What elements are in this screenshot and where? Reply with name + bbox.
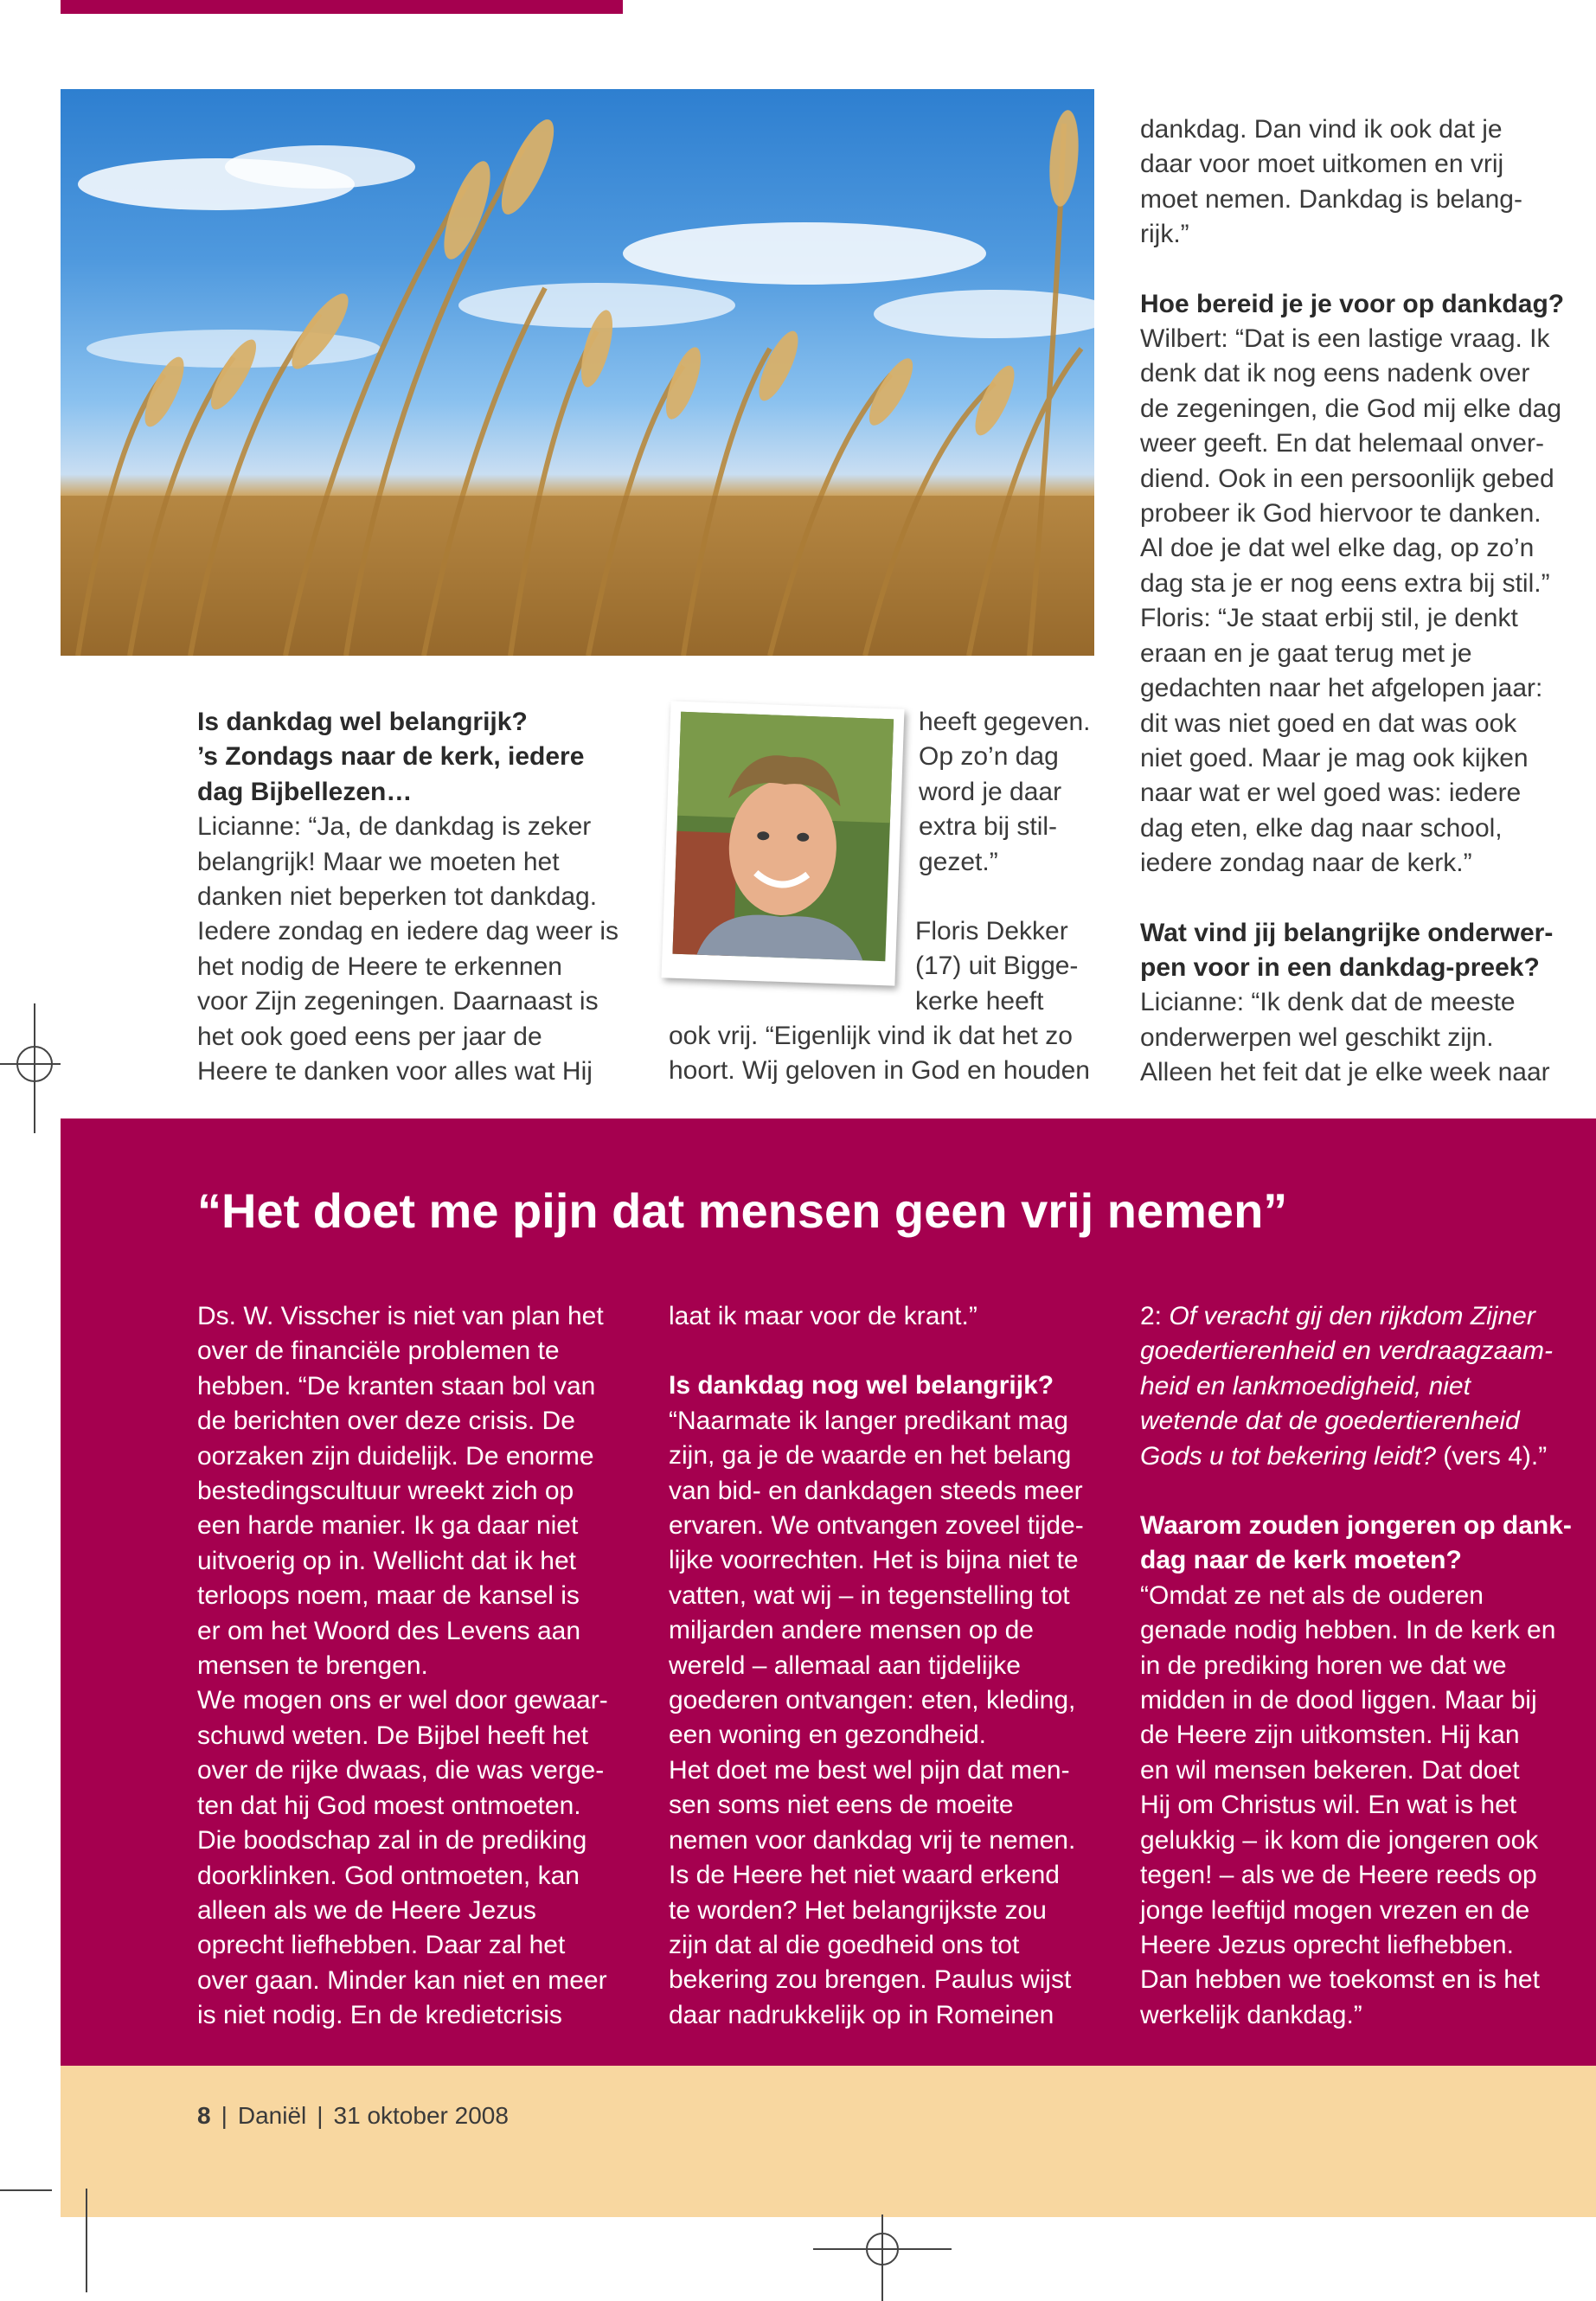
text-line: schuwd weten. De Bijbel heeft het [197, 1721, 588, 1750]
text-line: “Naarmate ik langer predikant mag [669, 1406, 1068, 1435]
text-line: Floris: “Je staat erbij stil, je denkt [1140, 604, 1518, 633]
text-line: de Heere zijn uitkomsten. Hij kan [1140, 1721, 1520, 1750]
text-line: in de prediking horen we dat we [1140, 1650, 1507, 1680]
text-line: het ook goed eens per jaar de [197, 1022, 542, 1051]
text-line: “Omdat ze net als de ouderen [1140, 1580, 1484, 1610]
text-line: wereld – allemaal aan tijdelijke [669, 1650, 1021, 1680]
bible-quote: heid en lankmoedigheid, niet [1140, 1371, 1471, 1400]
bible-quote: Gods u tot bekering leidt? [1140, 1441, 1436, 1471]
text-line: ervaren. We ontvangen zoveel tijde- [669, 1511, 1084, 1541]
text-line: belangrijk! Maar we moeten het [197, 847, 560, 876]
page-number: 8 [197, 2102, 211, 2129]
text-line: oorzaken zijn duidelijk. De enorme [197, 1441, 594, 1471]
text-line: genade nodig hebben. In de kerk en [1140, 1616, 1556, 1645]
text-line: zijn, ga je de waarde en het belang [669, 1441, 1072, 1471]
text-line: Die boodschap zal in de prediking [197, 1826, 587, 1856]
text-line: daar nadrukkelijk op in Romeinen [669, 2000, 1054, 2029]
text-line: Wilbert: “Dat is een lastige vraag. Ik [1140, 324, 1550, 354]
text-line: diend. Ook in een persoonlijk gebed [1140, 464, 1554, 493]
text-line: doorklinken. God ontmoeten, kan [197, 1861, 580, 1890]
text-line: Iedere zondag en iedere dag weer is [197, 917, 619, 946]
text-line: te worden? Het belangrijkste zou [669, 1895, 1047, 1925]
text-line: eraan en je gaat terug met je [1140, 638, 1472, 668]
text-line: bestedingscultuur wreekt zich op [197, 1477, 574, 1506]
text-line: tegen! – als we de Heere reeds op [1140, 1861, 1537, 1890]
interview-column-3 [1140, 1299, 1590, 2033]
text-line: miljarden andere mensen op de [669, 1616, 1034, 1645]
text-line: voor Zijn zegeningen. Daarnaast is [197, 987, 599, 1016]
text-line: Licianne: “Ja, de dankdag is zeker [197, 812, 592, 842]
text-line: Al doe je dat wel elke dag, op zo’n [1140, 534, 1535, 563]
text-line: Alleen het feit dat je elke week naar [1140, 1058, 1550, 1087]
magazine-name: Daniël [237, 2102, 307, 2129]
subheading: Hoe bereid je je voor op dankdag? [1140, 289, 1565, 318]
text-line: (17) uit Bigge- [915, 952, 1079, 981]
text-line: Op zo’n dag [919, 742, 1059, 772]
text-line: midden in de dood liggen. Maar bij [1140, 1686, 1537, 1715]
text-line: word je daar [919, 777, 1062, 806]
text-line: Floris Dekker [915, 917, 1068, 946]
text-line: niet goed. Maar je mag ook kijken [1140, 743, 1529, 772]
subheading: ’s Zondags naar de kerk, iedere [197, 742, 585, 772]
registration-mark-icon [0, 1003, 95, 1133]
article-column-2-bottom [669, 1019, 1118, 1089]
text-line: dag sta je er nog eens extra bij stil.” [1140, 568, 1550, 598]
text-line: We mogen ons er wel door gewaar- [197, 1686, 608, 1715]
text-line: Dan hebben we toekomst en is het [1140, 1965, 1540, 1995]
subheading: Waarom zouden jongeren op dank- [1140, 1511, 1572, 1541]
text-line: Hij om Christus wil. En wat is het [1140, 1791, 1517, 1820]
text-line: werkelijk dankdag.” [1140, 2000, 1362, 2029]
quote-line [1140, 1299, 1590, 1334]
subheading: Wat vind jij belangrijke onderwer- [1140, 918, 1554, 947]
subheading: pen voor in een dankdag-preek? [1140, 952, 1540, 982]
text-line: alleen als we de Heere Jezus [197, 1895, 536, 1925]
text-line: iedere zondag naar de kerk.” [1140, 849, 1472, 878]
text-line: naar wat er wel goed was: iedere [1140, 779, 1522, 808]
interview-column-2 [669, 1299, 1118, 2033]
text-line: rijk.” [1140, 220, 1189, 249]
text-line: Ds. W. Visscher is niet van plan het [197, 1302, 604, 1330]
bible-quote: goedertierenheid en verdraagzaam- [1140, 1336, 1553, 1366]
top-color-bar [61, 0, 623, 14]
text-line: de berichten over deze crisis. De [197, 1407, 575, 1436]
subheading: dag Bijbellezen… [197, 777, 413, 806]
text-line: jonge leeftijd mogen vrezen en de [1140, 1895, 1530, 1925]
text-line: vatten, wat wij – in tegenstelling tot [669, 1580, 1070, 1610]
text-line: ten dat hij God moest ontmoeten. [197, 1791, 581, 1820]
text-line: danken niet beperken tot dankdag. [197, 882, 598, 912]
interview-column-1 [197, 1299, 647, 2034]
text-line: de zegeningen, die God mij elke dag [1140, 394, 1562, 423]
text-line: uitvoerig op in. Wellicht dat ik het [197, 1546, 577, 1575]
text-line: hoort. Wij geloven in God en houden [669, 1056, 1090, 1086]
text-line: het nodig de Heere te erkennen [197, 952, 562, 981]
text-line: dankdag. Dan vind ik ook dat je [1140, 115, 1503, 144]
text-line: moet nemen. Dankdag is belang- [1140, 184, 1522, 214]
verse-reference: (vers 4).” [1435, 1441, 1548, 1471]
text-line: zijn dat al die goedheid ons tot [669, 1930, 1020, 1959]
text-line: denk dat ik nog eens nadenk over [1140, 359, 1530, 388]
text-line: over de financiële problemen te [197, 1336, 560, 1366]
text-line: ook vrij. “Eigenlijk vind ik dat het zo [669, 1022, 1073, 1050]
article-column-1 [197, 705, 647, 1089]
text-line: goederen ontvangen: eten, kleding, [669, 1686, 1076, 1715]
text-line: een harde manier. Ik ga daar niet [197, 1511, 579, 1541]
article-column-2-side [915, 705, 1109, 1019]
interview-headline: “Het doet me pijn dat mensen geen vrij nemen” [197, 1183, 1288, 1238]
text-line: dag eten, elke dag naar school, [1140, 813, 1503, 843]
text-line: dit was niet goed en dat was ook [1140, 708, 1517, 738]
text-line: lijke voorrechten. Het is bijna niet te [669, 1546, 1079, 1575]
subheading: Is dankdag nog wel belangrijk? [669, 1371, 1054, 1400]
quote-prefix: 2: [1140, 1302, 1170, 1330]
text-line: een woning en gezondheid. [669, 1721, 986, 1750]
bible-quote: Of veracht gij den rijkdom Zijner [1169, 1302, 1535, 1330]
text-line: hebben. “De kranten staan bol van [197, 1371, 596, 1400]
bible-quote: wetende dat de goedertierenheid [1140, 1407, 1520, 1436]
page-footer [197, 2102, 509, 2130]
wheat-field-photo [61, 89, 1094, 656]
text-line: extra bij stil- [919, 812, 1058, 842]
text-line: daar voor moet uitkomen en vrij [1140, 150, 1504, 179]
text-line: bekering zou brengen. Paulus wijst [669, 1965, 1072, 1995]
text-line: weer geeft. En dat helemaal onver- [1140, 429, 1544, 458]
text-line: en wil mensen bekeren. Dat doet [1140, 1755, 1520, 1785]
text-line: gelukkig – ik kom die jongeren ook [1140, 1825, 1539, 1855]
footer-separator: | [221, 2102, 228, 2129]
text-line: heeft gegeven. [919, 708, 1091, 736]
text-line: onderwerpen wel geschikt zijn. [1140, 1022, 1494, 1052]
text-line: Is de Heere het niet waard erkend [669, 1861, 1060, 1890]
text-line: oprecht liefhebben. Daar zal het [197, 1931, 566, 1960]
text-line: van bid- en dankdagen steeds meer [669, 1476, 1083, 1505]
text-line: terloops noem, maar de kansel is [197, 1581, 580, 1611]
footer-separator: | [317, 2102, 324, 2129]
text-line: Heere Jezus oprecht liefhebben. [1140, 1930, 1514, 1959]
text-line: Heere te danken voor alles wat Hij [197, 1057, 593, 1086]
registration-mark-icon [813, 2214, 952, 2301]
crop-mark-icon [0, 2189, 95, 2301]
portrait-photo-floris [661, 701, 904, 985]
subheading: dag naar de kerk moeten? [1140, 1546, 1462, 1575]
text-line: over de rijke dwaas, die was verge- [197, 1756, 605, 1785]
footer-band [61, 2066, 1596, 2217]
text-line: sen soms niet eens de moeite [669, 1791, 1014, 1820]
text-line: kerke heeft [915, 986, 1044, 1016]
text-line: Licianne: “Ik denk dat de meeste [1140, 988, 1516, 1017]
text-line: er om het Woord des Levens aan [197, 1616, 581, 1645]
text-line: gezet.” [919, 847, 998, 876]
text-line: laat ik maar voor de krant.” [669, 1302, 977, 1330]
text-line: probeer ik God hiervoor te danken. [1140, 499, 1542, 529]
subheading: Is dankdag wel belangrijk? [197, 708, 528, 736]
text-line: is niet nodig. En de kredietcrisis [197, 2001, 562, 2030]
text-line: mensen te brengen. [197, 1651, 428, 1681]
text-line: Het doet me best wel pijn dat men- [669, 1755, 1070, 1785]
issue-date: 31 oktober 2008 [333, 2102, 509, 2129]
text-line: nemen voor dankdag vrij te nemen. [669, 1825, 1076, 1855]
text-line: gedachten naar het afgelopen jaar: [1140, 674, 1543, 703]
article-column-3 [1140, 112, 1590, 1091]
text-line: over gaan. Minder kan niet en meer [197, 1965, 607, 1995]
